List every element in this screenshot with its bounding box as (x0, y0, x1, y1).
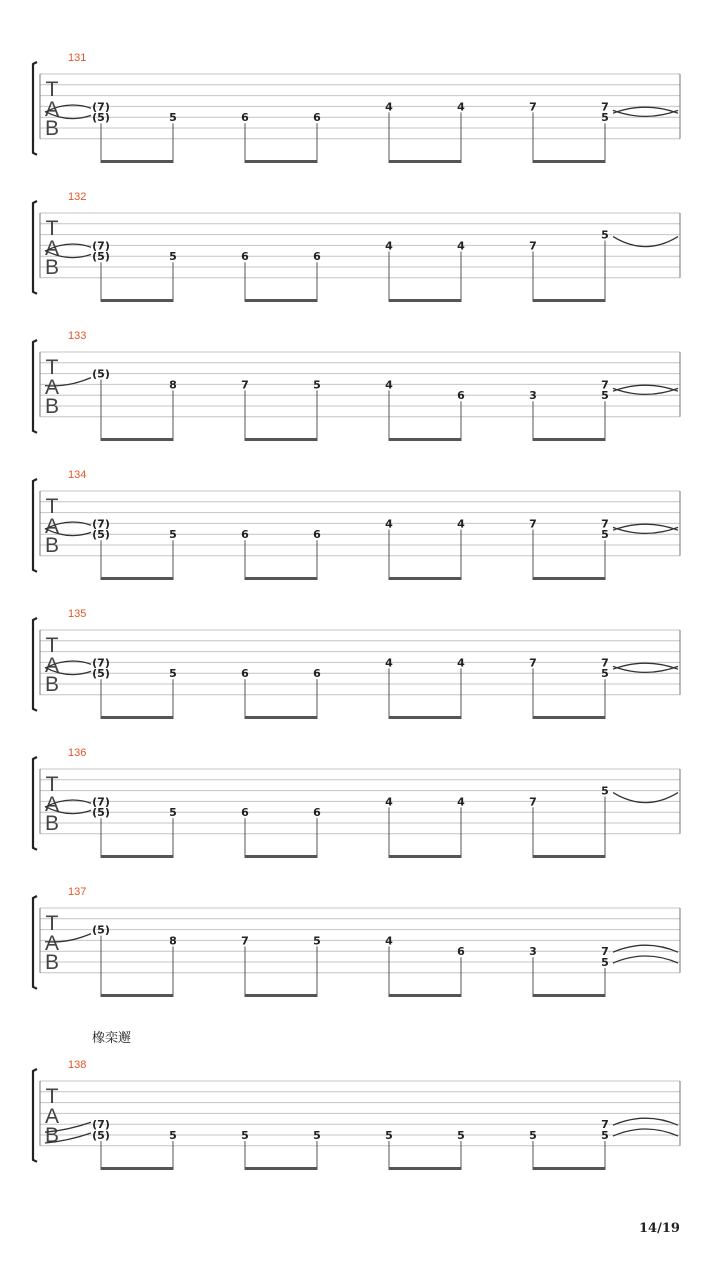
fret-number: (5) (92, 1129, 110, 1142)
fret-number: 8 (169, 934, 177, 948)
measure-number: 133 (68, 330, 87, 342)
fret-number: 5 (601, 667, 609, 681)
tie-arc (613, 107, 678, 113)
fret-number: 4 (385, 934, 393, 948)
measure-number: 136 (68, 747, 87, 759)
fret-number: 5 (313, 934, 321, 948)
fret-number: 7 (529, 795, 537, 809)
tab-clef-b: B (44, 951, 60, 974)
fret-number: 4 (457, 239, 465, 253)
tab-clef-b: B (44, 117, 60, 140)
fret-number: (5) (92, 111, 110, 125)
fret-number: 6 (313, 111, 321, 125)
note-beam (101, 1167, 174, 1170)
note-beam (101, 994, 174, 997)
note-beam (245, 299, 318, 302)
fret-number: 4 (385, 100, 393, 114)
fret-number: 4 (385, 517, 393, 531)
fret-number: 5 (601, 1129, 609, 1142)
measure-number: 138 (68, 1059, 87, 1071)
fret-number: 7 (601, 100, 609, 114)
fret-number: 5 (601, 389, 609, 403)
fret-number: 7 (529, 656, 537, 670)
tab-clef-a: A (44, 515, 60, 538)
tab-clef-b: B (44, 1124, 60, 1147)
tab-clef-a: A (44, 932, 60, 955)
system-bracket (33, 201, 37, 294)
fret-number: 6 (313, 667, 321, 681)
note-beam (101, 299, 174, 302)
tab-clef-t: T (45, 634, 59, 657)
tie-arc (613, 385, 678, 391)
note-beam (245, 577, 318, 580)
fret-number: (7) (92, 239, 110, 253)
fret-number: 3 (529, 389, 537, 403)
fret-number: (5) (92, 250, 110, 264)
fret-number: 4 (385, 656, 393, 670)
fret-number: 5 (313, 378, 321, 392)
note-beam (533, 855, 606, 858)
tab-clef-a: A (44, 654, 60, 677)
fret-number: (7) (92, 517, 110, 531)
fret-number: 6 (457, 945, 465, 959)
fret-number: (5) (92, 923, 110, 937)
fret-number: 4 (457, 100, 465, 114)
fret-number: 4 (457, 795, 465, 809)
fret-number: 5 (169, 111, 177, 125)
fret-number: (7) (92, 795, 110, 809)
fret-number: 4 (385, 378, 393, 392)
note-beam (389, 1167, 462, 1170)
note-beam (245, 994, 318, 997)
fret-number: 6 (241, 111, 249, 125)
fret-number: 6 (313, 250, 321, 264)
system-bracket (33, 1069, 37, 1162)
fret-number: 5 (313, 1129, 321, 1142)
tab-clef-b: B (44, 534, 60, 557)
measure-number: 132 (68, 191, 87, 203)
note-beam (533, 577, 606, 580)
note-beam (533, 994, 606, 997)
measure-number: 135 (68, 608, 87, 620)
tie-arc (613, 527, 678, 533)
note-beam (101, 438, 174, 441)
note-beam (533, 299, 606, 302)
tab-clef-b: B (44, 395, 60, 418)
fret-number: 6 (241, 250, 249, 264)
fret-number: 7 (601, 517, 609, 531)
fret-number: 5 (457, 1129, 465, 1142)
fret-number: 5 (385, 1129, 393, 1142)
fret-number: 6 (241, 806, 249, 820)
tab-clef-a: A (44, 376, 60, 399)
note-beam (389, 994, 462, 997)
tie-arc (613, 524, 678, 530)
fret-number: 8 (169, 378, 177, 392)
fret-number: (7) (92, 1118, 110, 1132)
tab-clef-a: A (44, 98, 60, 121)
note-beam (533, 160, 606, 163)
fret-number: 4 (385, 795, 393, 809)
tab-clef-t: T (45, 217, 59, 240)
tab-clef-b: B (44, 673, 60, 696)
tab-clef-b: B (44, 256, 60, 279)
tab-clef-a: A (44, 793, 60, 816)
fret-number: 6 (241, 528, 249, 542)
fret-number: 7 (601, 656, 609, 670)
fret-number: 5 (169, 528, 177, 542)
tab-clef-a: A (44, 237, 60, 260)
fret-number: 7 (529, 517, 537, 531)
note-beam (389, 855, 462, 858)
fret-number: 6 (457, 389, 465, 403)
fret-number: (7) (92, 100, 110, 114)
system-bracket (33, 479, 37, 572)
fret-number: 3 (529, 945, 537, 959)
system-bracket (33, 757, 37, 850)
fret-number: 5 (169, 667, 177, 681)
note-beam (101, 577, 174, 580)
note-beam (389, 160, 462, 163)
tab-clef-t: T (45, 495, 59, 518)
note-beam (389, 299, 462, 302)
fret-number: 5 (169, 250, 177, 264)
tab-clef-t: T (45, 78, 59, 101)
tab-clef-t: T (45, 356, 59, 379)
fret-number: 7 (601, 945, 609, 959)
fret-number: (5) (92, 528, 110, 542)
system-bracket (33, 896, 37, 989)
fret-number: 5 (601, 111, 609, 125)
measure-number: 137 (68, 886, 87, 898)
fret-number: 7 (601, 378, 609, 392)
fret-number: 5 (601, 528, 609, 542)
tab-clef-t: T (45, 912, 59, 935)
fret-number: 7 (601, 1118, 609, 1132)
measure-number: 131 (68, 52, 87, 64)
fret-number: (5) (92, 806, 110, 820)
fret-number: 5 (169, 1129, 177, 1142)
fret-number: 5 (169, 806, 177, 820)
note-beam (245, 855, 318, 858)
fret-number: 7 (529, 239, 537, 253)
note-beam (245, 1167, 318, 1170)
note-beam (101, 160, 174, 163)
tie-arc (613, 666, 678, 672)
fret-number: 7 (241, 934, 249, 948)
fret-number: (5) (92, 667, 110, 681)
note-beam (533, 1167, 606, 1170)
fret-number: 4 (457, 517, 465, 531)
fret-number: 5 (601, 784, 609, 798)
system-bracket (33, 618, 37, 711)
fret-number: 7 (241, 378, 249, 392)
fret-number: 5 (601, 956, 609, 969)
fret-number: 5 (601, 228, 609, 242)
fret-number: 4 (385, 239, 393, 253)
tab-clef-t: T (45, 1085, 59, 1108)
note-beam (389, 438, 462, 441)
fret-number: 5 (529, 1129, 537, 1142)
fret-number: 5 (241, 1129, 249, 1142)
note-beam (533, 716, 606, 719)
tab-clef-a: A (44, 1105, 60, 1128)
fret-number: (5) (92, 367, 110, 381)
page-number: 14/19 (639, 1221, 680, 1236)
note-beam (245, 438, 318, 441)
note-beam (101, 716, 174, 719)
system-bracket (33, 340, 37, 433)
fret-number: 6 (313, 528, 321, 542)
note-beam (245, 160, 318, 163)
note-beam (389, 577, 462, 580)
fret-number: 4 (457, 656, 465, 670)
fret-number: 6 (313, 806, 321, 820)
note-beam (245, 716, 318, 719)
system-bracket (33, 62, 37, 155)
note-beam (389, 716, 462, 719)
note-beam (533, 438, 606, 441)
tie-arc (613, 388, 678, 394)
tab-clef-t: T (45, 773, 59, 796)
fret-number: 7 (529, 100, 537, 114)
tie-arc (613, 110, 678, 116)
fret-number: 6 (241, 667, 249, 681)
tab-clef-b: B (44, 812, 60, 835)
measure-number: 134 (68, 469, 87, 481)
section-label: 橡栾邂 (92, 1031, 132, 1046)
tie-arc (613, 663, 678, 669)
fret-number: (7) (92, 656, 110, 670)
note-beam (101, 855, 174, 858)
